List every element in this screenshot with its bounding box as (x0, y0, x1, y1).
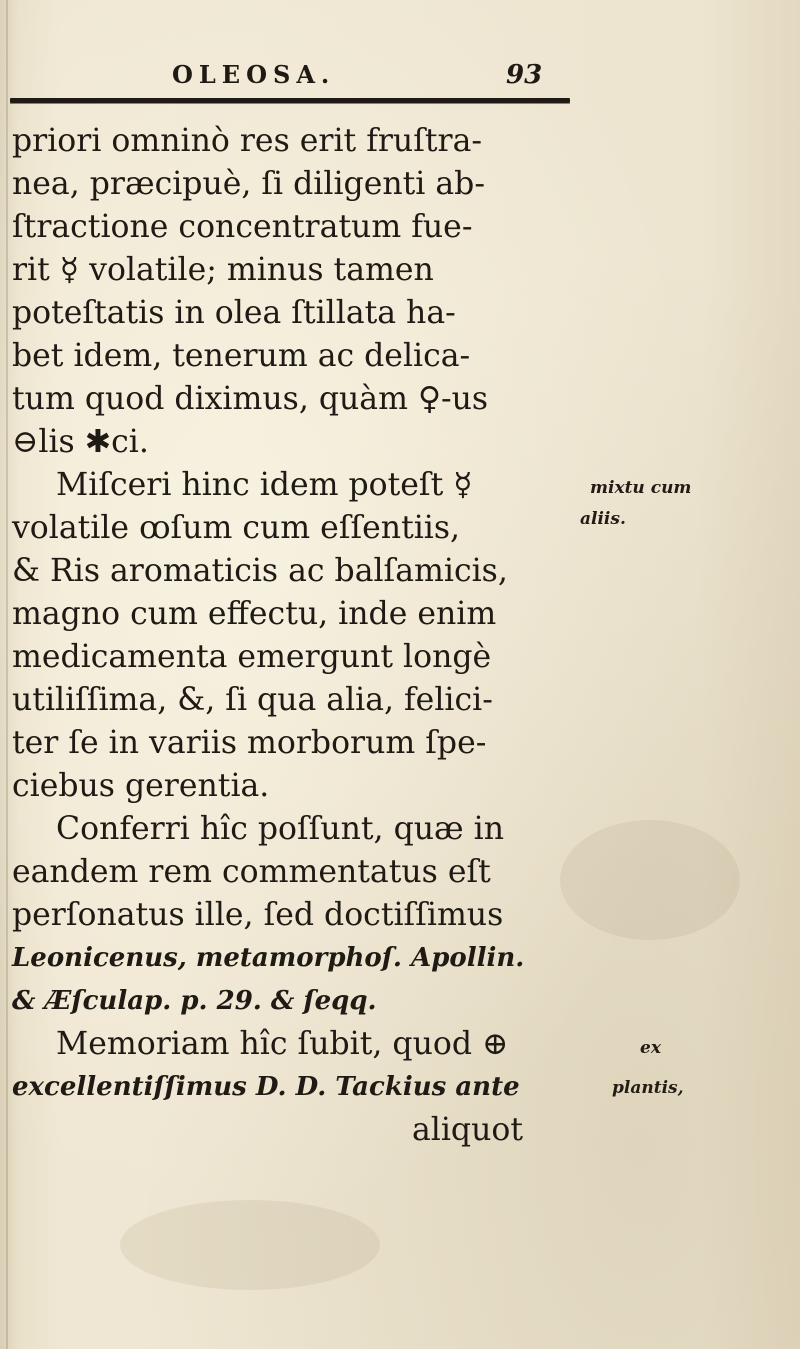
text-line: utiliſſima, &, ſi qua alia, felici- (12, 682, 493, 718)
text-line: bet idem, tenerum ac delica- (12, 338, 471, 374)
margin-note: mixtu cum (590, 478, 692, 498)
text-line: ⊖lis ✱ci. (12, 424, 149, 460)
page-gutter-edge (6, 0, 8, 1349)
paper-stain (560, 820, 740, 940)
text-line: perſonatus ille, ſed doctiſſimus (12, 897, 504, 933)
text-line: & Æſculap. p. 29. & ſeqq. (12, 986, 377, 1016)
margin-note: aliis. (580, 509, 626, 529)
text-line: Miſceri hinc idem poteſt ☿ (56, 467, 473, 503)
main-text (12, 120, 572, 1152)
text-line: ter ſe in variis morborum ſpe- (12, 725, 487, 761)
text-line: eandem rem commentatus eſt (12, 854, 491, 890)
paper-stain (120, 1200, 380, 1290)
catchword: aliquot (412, 1112, 524, 1148)
margin-note: plantis, (612, 1078, 684, 1098)
text-line: ſtractione concentratum fue- (12, 209, 473, 245)
running-head: OLEOSA. (172, 60, 336, 89)
text-line: magno cum effectu, inde enim (12, 596, 497, 632)
header-rule (10, 98, 570, 103)
text-line: excellentiſſimus D. D. Tackius ante (12, 1072, 520, 1102)
text-line: rit ☿ volatile; minus tamen (12, 252, 434, 288)
text-line: ciebus gerentia. (12, 768, 270, 804)
text-line: tum quod diximus, quàm ♀-us (12, 381, 489, 417)
text-line: Conferri hîc poſſunt, quæ in (56, 811, 505, 847)
text-line: nea, præcipuè, ſi diligenti ab- (12, 166, 485, 202)
text-line: Memoriam hîc ſubit, quod ⊕ (56, 1026, 509, 1062)
text-line: priori omninò res erit fruſtra- (12, 123, 482, 159)
text-line: Leonicenus, metamorphoſ. Apollin. (12, 943, 525, 973)
text-line: poteſtatis in olea ſtillata ha- (12, 295, 456, 331)
text-line: & Ris aromaticis ac balſamicis, (12, 553, 508, 589)
text-line: medicamenta emergunt longè (12, 639, 492, 675)
text-line: volatile ꝏſum cum eſſentiis, (12, 510, 461, 546)
page-header (0, 56, 800, 96)
margin-note: ex (640, 1038, 661, 1058)
page-number: 93 (506, 60, 543, 90)
